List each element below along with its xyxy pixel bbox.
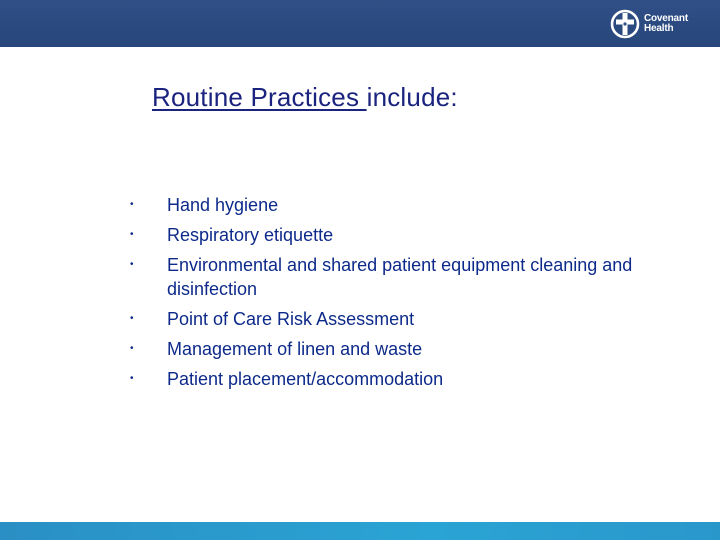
logo-wordmark (644, 14, 688, 34)
logo-line-1: Covenant (644, 13, 688, 24)
list-item (130, 253, 670, 301)
list-item-text: Respiratory etiquette (167, 225, 334, 245)
cross-icon (610, 8, 640, 40)
slide-title (152, 82, 458, 113)
list-item-text: Environmental and shared patient equipment cleaning and disinfection (167, 255, 633, 299)
list-item (130, 223, 670, 247)
bullet-icon: • (130, 313, 134, 324)
logo-line-2: Health (644, 23, 674, 34)
title-rest: include: (366, 82, 458, 112)
bullet-icon: • (130, 229, 134, 240)
covenant-health-logo (610, 8, 710, 40)
bullet-icon: • (130, 259, 134, 270)
list-item (130, 337, 670, 361)
list-item-text: Point of Care Risk Assessment (167, 309, 415, 329)
list-item (130, 367, 670, 391)
bullet-icon: • (130, 343, 134, 354)
title-underlined: Routine Practices (152, 82, 367, 112)
list-item (130, 193, 670, 217)
bullet-icon: • (130, 373, 134, 384)
list-item-text: Patient placement/accommodation (167, 369, 444, 389)
footer-bar (0, 522, 720, 540)
header-bar (0, 0, 720, 47)
bullet-list (130, 193, 670, 397)
list-item-text: Hand hygiene (167, 195, 279, 215)
bullet-icon: • (130, 199, 134, 210)
list-item (130, 307, 670, 331)
list-item-text: Management of linen and waste (167, 339, 423, 359)
